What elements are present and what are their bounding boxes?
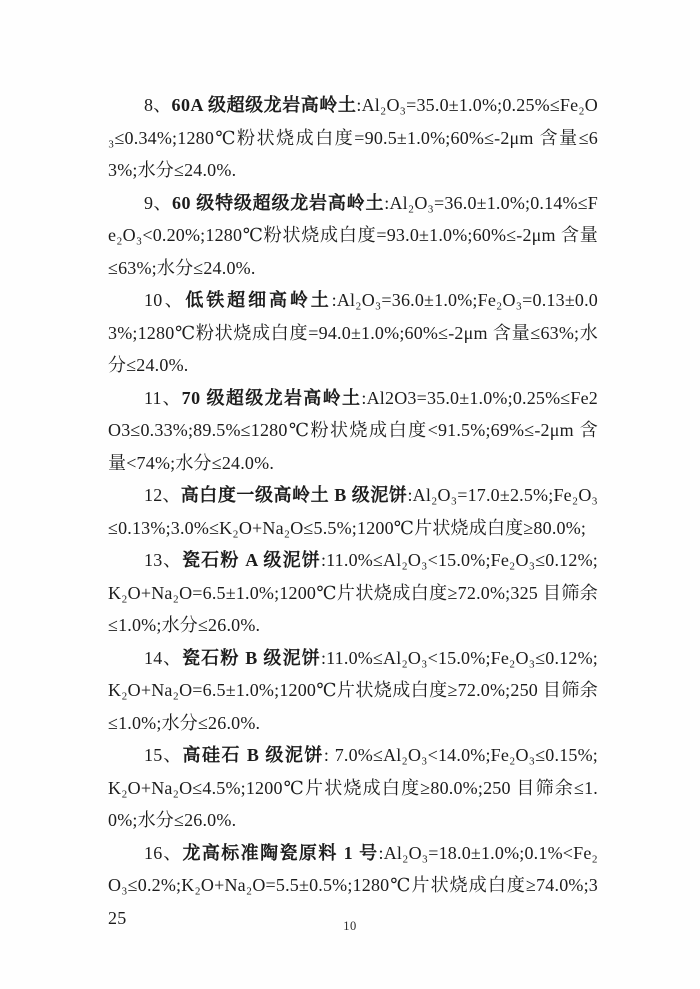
spec-item-11 (108, 382, 598, 480)
spec-item-15 (108, 739, 598, 837)
spec-list (108, 89, 598, 934)
item-number: 16、 (144, 842, 183, 863)
item-number: 14、 (144, 647, 182, 668)
item-specs: :Al₂O₃=17.0±2.5%;Fe₂O₃≤0.13%;3.0%≤K₂O+Na₂O≤5.5%;1200℃片状烧成白度≥80.0%; (108, 485, 598, 538)
item-number: 8、 (144, 95, 172, 115)
item-specs: :11.0%≤Al₂O₃<15.0%;Fe₂O₃≤0.12%;K₂O+Na₂O=6.5±1.0%;1200℃片状烧成白度≥72.0%;250 目筛余≤1.0%;水分≤26.0%. (108, 647, 598, 733)
item-title: 60A 级超级龙岩高岭土 (171, 95, 357, 115)
item-number: 9、 (144, 192, 172, 213)
spec-item-12 (108, 479, 598, 544)
spec-item-10 (108, 284, 598, 382)
item-number: 11、 (144, 387, 182, 408)
item-title: 高白度一级高岭土 B 级泥饼 (180, 485, 408, 505)
item-title: 龙高标准陶瓷原料 1 号 (182, 842, 379, 863)
item-title: 低铁超细高岭土 (185, 290, 332, 310)
item-specs: :Al₂O₃=18.0±1.0%;0.1%<Fe₂O₃≤0.2%;K₂O+Na₂O=5.5±0.5%;1280℃片状烧成白度≥74.0%;325 (108, 842, 598, 928)
item-specs: :Al₂O₃=36.0±1.0%;Fe₂O₃=0.13±0.03%;1280℃粉状烧成白度=94.0±1.0%;60%≤-2μm 含量≤63%;水分≤24.0%. (108, 290, 598, 375)
spec-item-8 (108, 89, 598, 187)
item-specs: :Al₂O₃=35.0±1.0%;0.25%≤Fe₂O₃≤0.34%;1280℃粉状烧成白度=90.5±1.0%;60%≤-2μm 含量≤63%;水分≤24.0%. (108, 95, 598, 180)
item-number: 12、 (144, 485, 181, 505)
item-number: 15、 (144, 745, 183, 765)
item-number: 10、 (144, 290, 186, 310)
item-title: 瓷石粉 A 级泥饼 (181, 550, 321, 570)
item-specs: : 7.0%≤Al₂O₃<14.0%;Fe₂O₃≤0.15%;K₂O+Na₂O≤4.5%;1200℃片状烧成白度≥80.0%;250 目筛余≤1.0%;水分≤26.0%. (108, 745, 598, 830)
page-number: 10 (343, 919, 357, 933)
spec-item-13 (108, 544, 598, 642)
item-title: 瓷石粉 B 级泥饼 (181, 647, 321, 668)
spec-item-14 (108, 642, 598, 740)
item-title: 60 级特级超级龙岩高岭土 (172, 192, 385, 213)
item-specs: :Al₂O₃=36.0±1.0%;0.14%≤Fe₂O₃<0.20%;1280℃粉状烧成白度=93.0±1.0%;60%≤-2μm 含量≤63%;水分≤24.0%. (108, 192, 599, 278)
spec-item-9 (108, 187, 598, 285)
item-number: 13、 (144, 550, 182, 570)
item-specs: :Al2O3=35.0±1.0%;0.25%≤Fe2O3≤0.33%;89.5%≤1280℃粉状烧成白度<91.5%;69%≤-2μm 含量<74%;水分≤24.0%. (108, 387, 598, 473)
item-specs: :11.0%≤Al₂O₃<15.0%;Fe₂O₃≤0.12%;K₂O+Na₂O=6.5±1.0%;1200℃片状烧成白度≥72.0%;325 目筛余≤1.0%;水分≤26.0%. (108, 550, 598, 635)
item-title: 70 级超级龙岩高岭土 (181, 387, 362, 408)
item-title: 高硅石 B 级泥饼 (182, 745, 324, 765)
